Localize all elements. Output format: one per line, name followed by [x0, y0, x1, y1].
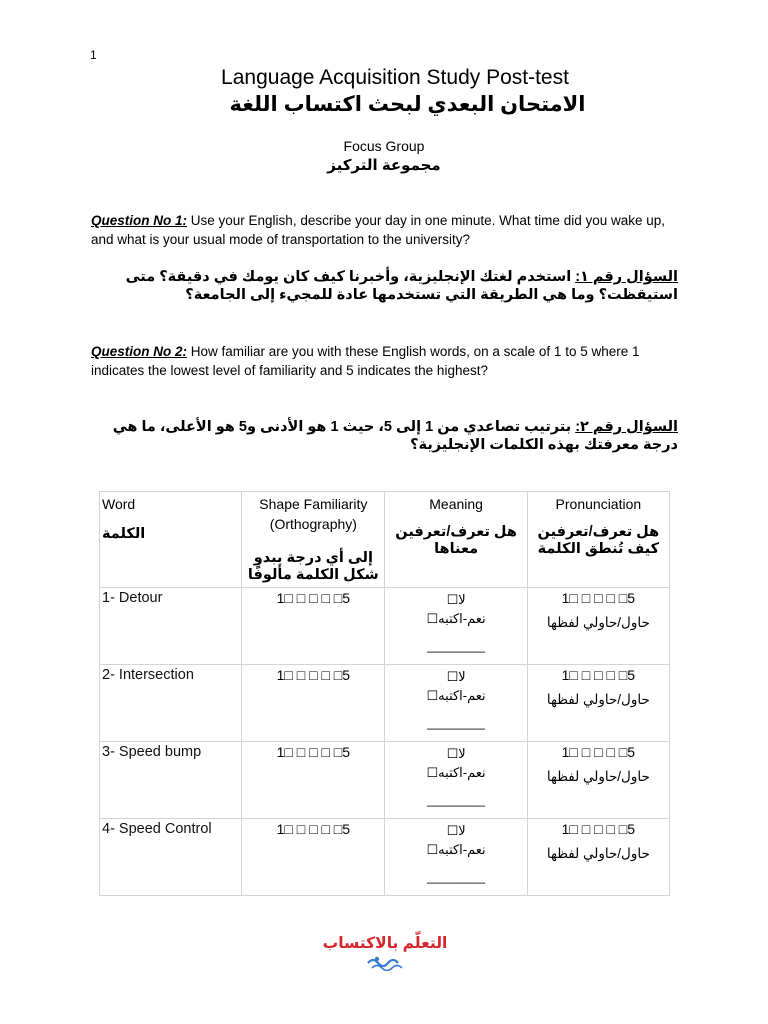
meaning-no-checkbox[interactable]: لا☐ [446, 746, 466, 761]
pronunciation-try-label: حاول/حاولي لفظها [546, 846, 650, 861]
pronunciation-try-label: حاول/حاولي لفظها [546, 692, 650, 707]
table-row [100, 819, 670, 896]
meaning-cell [385, 819, 527, 896]
word-cell: 1- Detour [100, 588, 242, 665]
pronunciation-cell [527, 819, 669, 896]
wave-icon [365, 953, 405, 971]
pronunciation-scale[interactable]: 1□ □ □ □ □5 [561, 667, 636, 683]
meaning-yes-checkbox[interactable]: نعم-اكتبه☐ [426, 765, 486, 780]
header-word [100, 492, 242, 588]
familiarity-scale[interactable]: 1□ □ □ □ □5 [276, 667, 351, 683]
header-meaning-en: Meaning [429, 496, 483, 512]
word-cell: 2- Intersection [100, 665, 242, 742]
meaning-yes-checkbox[interactable]: نعم-اكتبه☐ [426, 688, 486, 703]
question-1-english [91, 211, 681, 249]
shape-scale-cell[interactable] [242, 665, 385, 742]
question-2-text: How familiar are you with these English words, on a scale of 1 to 5 where 1 indicates the lowest level of familiarity and 5 indicates the highest? [91, 344, 640, 378]
pronunciation-cell [527, 588, 669, 665]
header-shape-en: Shape Familiarity (Orthography) [259, 496, 368, 532]
familiarity-scale[interactable]: 1□ □ □ □ □5 [276, 744, 351, 760]
meaning-no-checkbox[interactable]: لا☐ [446, 592, 466, 607]
vocabulary-table [99, 491, 670, 896]
logo [300, 934, 470, 976]
meaning-no-checkbox[interactable]: لا☐ [446, 823, 466, 838]
header-meaning-ar: هل تعرف/تعرفين معناها [395, 524, 517, 557]
logo-text: التعلّم بالاكتساب [322, 935, 448, 952]
meaning-yes-checkbox[interactable]: نعم-اكتبه☐ [426, 842, 486, 857]
familiarity-scale[interactable]: 1□ □ □ □ □5 [276, 821, 351, 837]
meaning-cell [385, 742, 527, 819]
shape-scale-cell[interactable] [242, 819, 385, 896]
header-pronunciation [527, 492, 669, 588]
header-word-ar: الكلمة [102, 526, 146, 542]
meaning-blank-line[interactable]: ________ [427, 715, 486, 730]
title-arabic: الامتحان البعدي لبحث اكتساب اللغة [229, 93, 586, 116]
pronunciation-scale[interactable]: 1□ □ □ □ □5 [561, 590, 636, 606]
pronunciation-cell [527, 742, 669, 819]
meaning-cell [385, 665, 527, 742]
pronunciation-scale[interactable]: 1□ □ □ □ □5 [561, 821, 636, 837]
header-word-en: Word [102, 496, 136, 512]
header-pron-en: Pronunciation [555, 496, 642, 512]
question-2-label: Question No 2: [91, 344, 188, 359]
meaning-blank-line[interactable]: ________ [427, 792, 486, 807]
header-pron-ar: هل تعرف/تعرفين كيف تُنطق الكلمة [537, 524, 660, 557]
shape-scale-cell[interactable] [242, 742, 385, 819]
meaning-no-checkbox[interactable]: لا☐ [446, 669, 466, 684]
question-2-english [91, 342, 681, 380]
subtitle-arabic: مجموعة التركيز [327, 157, 441, 174]
pronunciation-try-label: حاول/حاولي لفظها [546, 615, 650, 630]
header-shape-ar: إلى أي درجة يبدو شكل الكلمة مألوفًا [247, 550, 379, 583]
table-row [100, 665, 670, 742]
question-1-label-ar: السؤال رقم ١: [575, 269, 678, 285]
question-1-label: Question No 1: [91, 213, 188, 228]
question-2-arabic [88, 418, 678, 454]
table-row [100, 588, 670, 665]
question-2-text-ar: بترتيب تصاعدي من 1 إلى 5، حيث 1 هو الأدنى و5 هو الأعلى، ما هي درجة معرفتك بهذه الكلمات الإنجليزية؟ [112, 419, 678, 453]
pronunciation-scale[interactable]: 1□ □ □ □ □5 [561, 744, 636, 760]
meaning-blank-line[interactable]: ________ [427, 638, 486, 653]
question-1-arabic [88, 268, 678, 304]
table-row [100, 742, 670, 819]
meaning-yes-checkbox[interactable]: نعم-اكتبه☐ [426, 611, 486, 626]
meaning-blank-line[interactable]: ________ [427, 869, 486, 884]
question-1-text-ar: استخدم لغتك الإنجليزية، وأخبرنا كيف كان يومك في دقيقة؟ متى استيقظت؟ وما هي الطريقة التي تستخدمها عادة للمجيء إلى الجامعة؟ [125, 269, 678, 303]
word-cell: 3- Speed bump [100, 742, 242, 819]
page-number: 1 [90, 48, 97, 62]
header-meaning [385, 492, 527, 588]
pronunciation-cell [527, 665, 669, 742]
header-shape [242, 492, 385, 588]
familiarity-scale[interactable]: 1□ □ □ □ □5 [276, 590, 351, 606]
word-cell: 4- Speed Control [100, 819, 242, 896]
pronunciation-try-label: حاول/حاولي لفظها [546, 769, 650, 784]
title-english: Language Acquisition Study Post-test [221, 66, 569, 89]
question-2-label-ar: السؤال رقم ٢: [575, 419, 678, 435]
table-header-row [100, 492, 670, 588]
subtitle-english: Focus Group [343, 138, 425, 154]
shape-scale-cell[interactable] [242, 588, 385, 665]
question-1-text: Use your English, describe your day in one minute. What time did you wake up, and what is your usual mode of transportation to the university? [91, 213, 666, 247]
meaning-cell [385, 588, 527, 665]
